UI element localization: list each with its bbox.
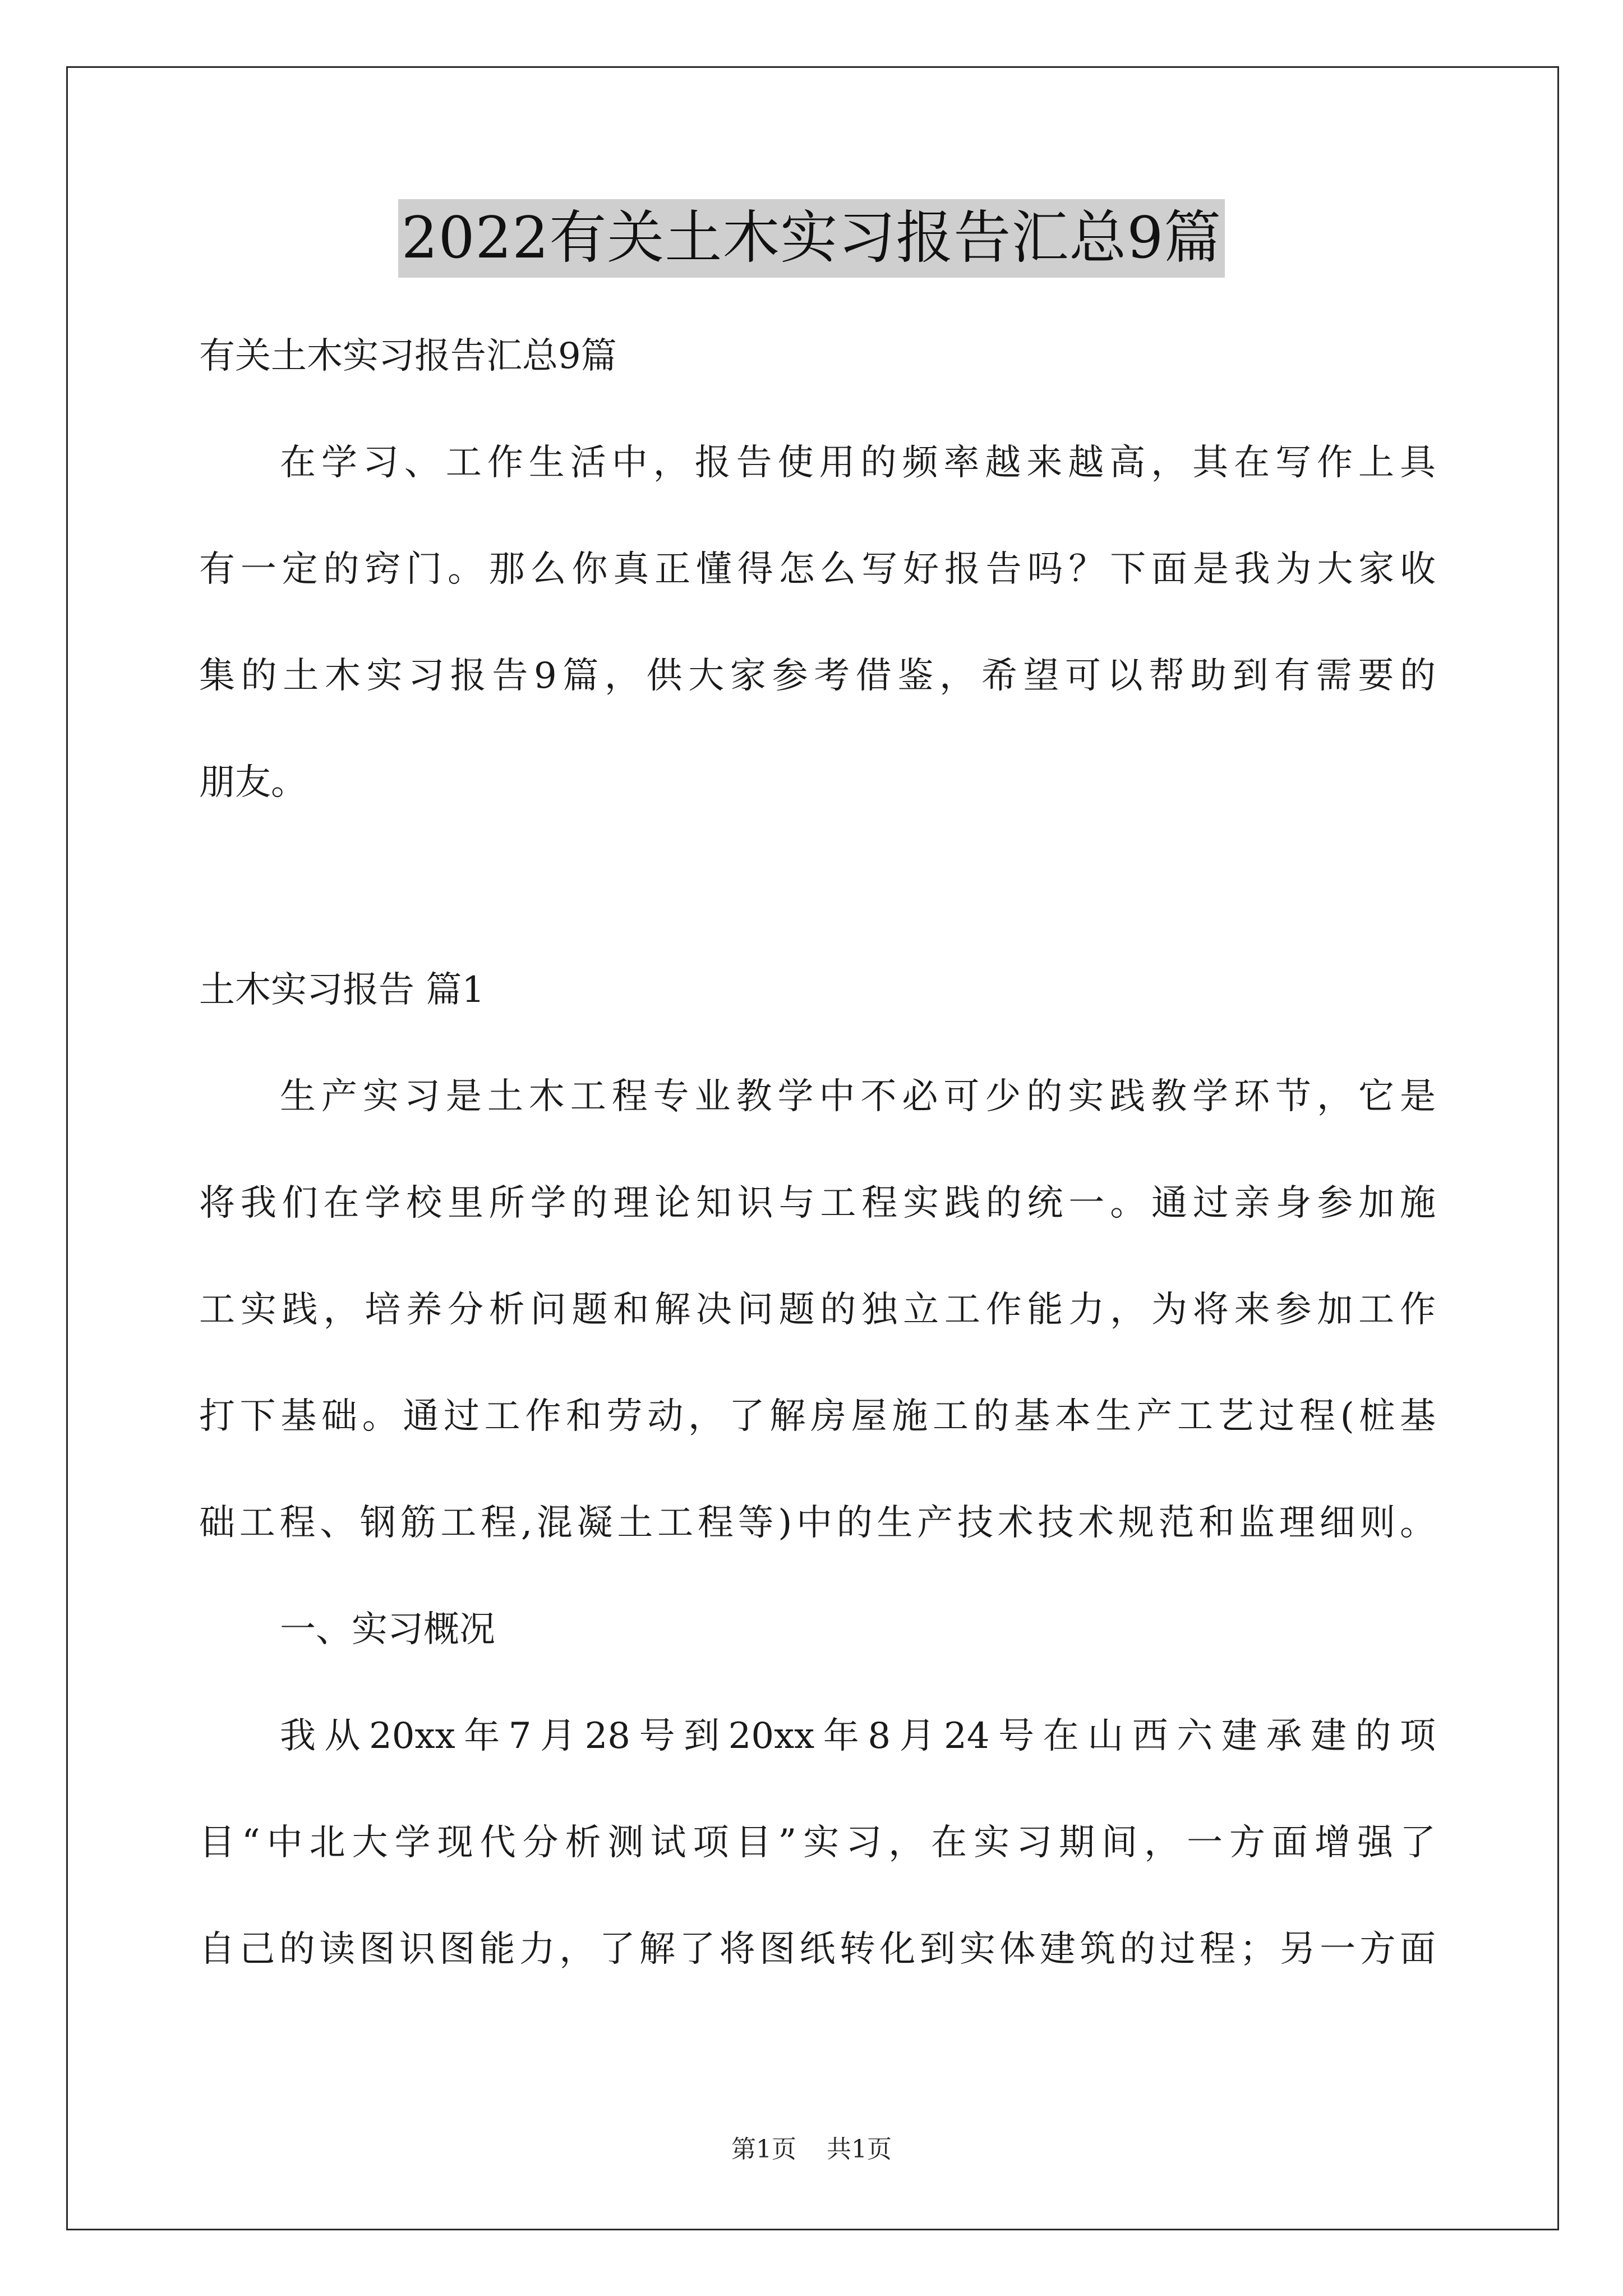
overview-line: 自己的读图识图能力，了解了将图纸转化到实体建筑的过程；另一方面: [199, 1929, 1436, 1970]
section-line: 生产实习是土木工程专业教学中不必可少的实践教学环节，它是: [280, 1076, 1436, 1117]
spacer: [199, 836, 1436, 937]
section-line: 础工程、钢筋工程,混凝土工程等)中的生产技术技术规范和监理细则。: [199, 1502, 1436, 1544]
document-body: [199, 303, 1436, 2003]
document-title: 2022有关土木实习报告汇总9篇: [398, 199, 1225, 278]
section-heading: 土木实习报告 篇1: [199, 969, 485, 1011]
page-total: 共1页: [827, 2135, 892, 2164]
section-line: 打下基础。通过工作和劳动，了解房屋施工的基本生产工艺过程(桩基: [199, 1396, 1436, 1437]
subtitle: 有关土木实习报告汇总9篇: [199, 335, 617, 377]
intro-line: 有一定的窍门。那么你真正懂得怎么写好报告吗？下面是我为大家收: [199, 549, 1436, 590]
page-number: 第1页: [731, 2135, 796, 2164]
intro-line: 集的土木实习报告9篇，供大家参考借鉴，希望可以帮助到有需要的: [199, 655, 1436, 697]
section-line: 工实践，培养分析问题和解决问题的独立工作能力，为将来参加工作: [199, 1289, 1436, 1331]
intro-line: 朋友。: [199, 762, 307, 803]
intro-line: 在学习、工作生活中，报告使用的频率越来越高，其在写作上具: [280, 442, 1436, 484]
overview-line: 我从20xx年7月28号到20xx年8月24号在山西六建承建的项: [280, 1715, 1436, 1757]
sub-heading: 一、实习概况: [280, 1609, 495, 1650]
overview-line: 目“中北大学现代分析测试项目”实习，在实习期间，一方面增强了: [199, 1822, 1436, 1864]
page-footer: [0, 2129, 1623, 2165]
section-line: 将我们在学校里所学的理论知识与工程实践的统一。通过亲身参加施: [199, 1182, 1436, 1224]
title-wrap: [0, 199, 1623, 278]
